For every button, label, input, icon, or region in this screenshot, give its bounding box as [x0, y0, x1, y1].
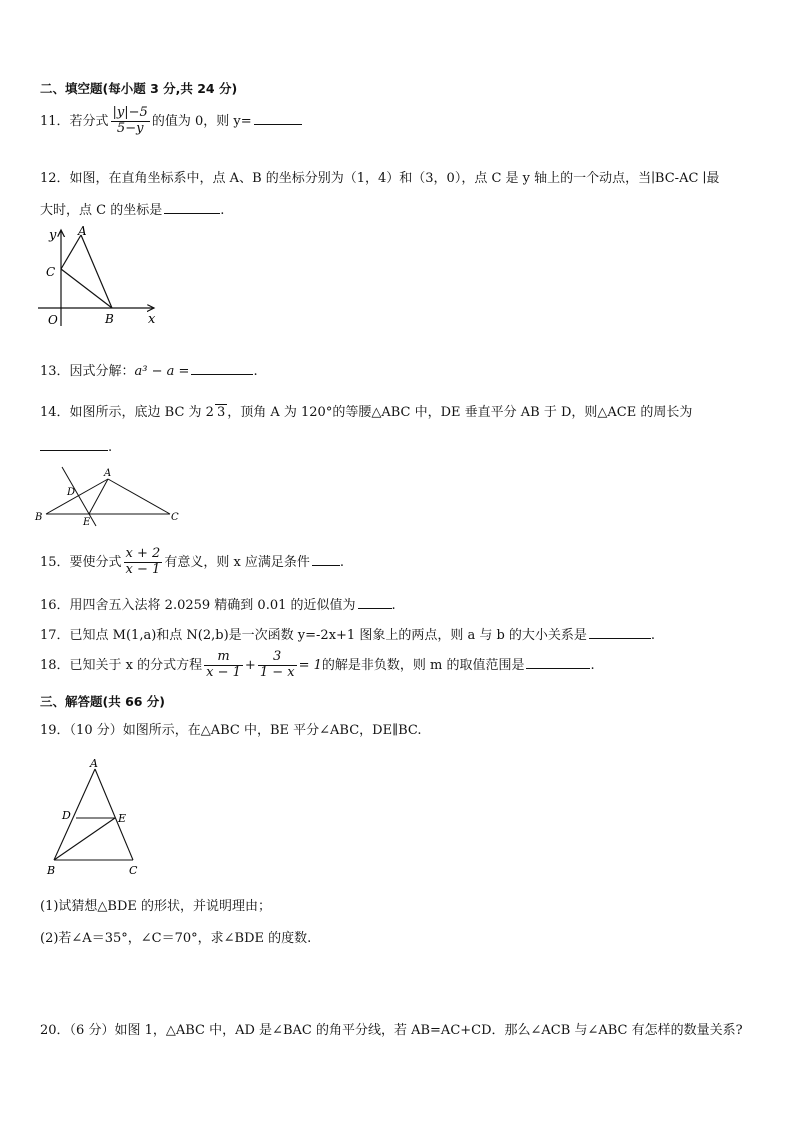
label-c: C — [46, 265, 56, 279]
segment-ab — [81, 235, 112, 308]
q17-answer-blank[interactable] — [589, 626, 651, 639]
q17-text: 17．已知点 M(1,a)和点 N(2,b)是一次函数 y=-2x+1 图象上的两点，则 a 与 b 的大小关系是 — [40, 628, 587, 643]
q13-expression: a³ − a = — [134, 364, 190, 379]
label-c: C — [171, 512, 179, 523]
q16-text: 16．用四舍五入法将 2.0259 精确到 0.01 的近似值为 — [40, 598, 356, 613]
question-19-part1: (1)试猜想△BDE 的形状，并说明理由； — [40, 899, 272, 914]
question-18 — [40, 650, 595, 681]
q14-end: . — [108, 440, 113, 455]
q14-sqrt: 3 — [216, 405, 226, 420]
q18-denominator-1: x − 1 — [206, 664, 241, 680]
q12-line2-text: 大时，点 C 的坐标是 — [40, 203, 163, 218]
question-15 — [40, 547, 344, 578]
q18-fraction-2 — [258, 650, 297, 681]
label-c: C — [129, 864, 138, 877]
label-b: B — [47, 864, 56, 877]
q11-denominator: 5−y — [116, 120, 144, 136]
q13-end: . — [253, 364, 258, 379]
q15-numerator: x + 2 — [125, 546, 161, 561]
q12-end: . — [220, 203, 225, 218]
q13-prefix: 13．因式分解： — [40, 364, 135, 379]
q14-text-b: ，顶角 A 为 120°的等腰△ABC 中，DE 垂直平分 AB 于 D，则△ACE 的周长为 — [227, 405, 693, 420]
question-11 — [40, 106, 302, 137]
question-12-line2 — [40, 199, 224, 218]
question-13 — [40, 360, 258, 379]
q16-end: . — [391, 598, 396, 613]
question-19: 19．（10 分）如图所示，在△ABC 中，BE 平分∠ABC，DE∥BC. — [40, 723, 422, 738]
q12-coordinate-figure — [34, 222, 164, 330]
q14-triangle-figure — [34, 464, 184, 528]
q18-fraction-1 — [204, 650, 243, 681]
label-d: D — [62, 809, 71, 822]
q18-plus: + — [244, 657, 256, 673]
q11-answer-blank[interactable] — [254, 112, 302, 125]
q11-prefix: 11．若分式 — [40, 113, 109, 129]
label-a: A — [90, 757, 98, 770]
q15-prefix: 15．要使分式 — [40, 554, 122, 570]
q18-answer-blank[interactable] — [526, 656, 590, 669]
question-14-line1 — [40, 401, 692, 420]
q15-end: . — [339, 554, 345, 570]
question-16 — [40, 594, 396, 613]
question-20: 20．（6 分）如图 1，△ABC 中，AD 是∠BAC 的角平分线，若 AB=AC+CD．那么∠ACB 与∠ABC 有怎样的数量关系? — [40, 1023, 743, 1038]
segment-ca — [61, 235, 81, 269]
question-19-part2: (2)若∠A＝35°，∠C＝70°，求∠BDE 的度数. — [40, 931, 312, 946]
q18-suffix: 的解是非负数，则 m 的取值范围是 — [321, 657, 525, 673]
q12-answer-blank[interactable] — [164, 201, 220, 214]
label-a: A — [104, 468, 112, 479]
question-17 — [40, 624, 655, 643]
segment-ac — [95, 769, 133, 860]
q18-numerator-2: 3 — [258, 650, 297, 666]
q18-equals: = 1 — [298, 657, 322, 673]
label-e: E — [118, 812, 127, 825]
label-d: D — [67, 487, 76, 498]
segment-ac — [108, 479, 170, 514]
q11-suffix: 的值为 0，则 y= — [151, 113, 252, 129]
label-y: y — [49, 228, 57, 243]
label-x: x — [148, 312, 156, 327]
q15-denominator: x − 1 — [125, 561, 161, 577]
question-12-line1: 12．如图，在直角坐标系中，点 A、B 的坐标分别为（1，4）和（3，0），点 C 是 y 轴上的一个动点，当∣BC-AC ∣最 — [40, 171, 720, 186]
question-14-line2 — [40, 438, 112, 455]
q14-answer-blank[interactable] — [40, 438, 108, 451]
q15-suffix: 有意义，则 x 应满足条件 — [164, 554, 310, 570]
section-title-solutions: 三、解答题(共 66 分) — [40, 694, 166, 709]
q15-fraction — [124, 547, 163, 578]
label-b: B — [105, 312, 114, 326]
q11-fraction — [111, 106, 150, 137]
q14-text-a: 14．如图所示，底边 BC 为 2 — [40, 405, 214, 420]
q18-numerator-1: m — [204, 650, 243, 666]
q18-denominator-2: 1 − x — [259, 664, 295, 680]
q18-prefix: 18．已知关于 x 的分式方程 — [40, 657, 203, 673]
label-e: E — [83, 517, 91, 528]
label-b: B — [35, 512, 43, 523]
q19-triangle-figure — [40, 756, 150, 878]
q17-end: . — [650, 628, 656, 643]
section-title-fill-in: 二、填空题(每小题 3 分,共 24 分) — [40, 81, 238, 96]
label-a: A — [78, 224, 87, 238]
q15-answer-blank[interactable] — [312, 553, 340, 566]
q16-answer-blank[interactable] — [358, 596, 392, 609]
label-o: O — [48, 313, 58, 327]
q13-answer-blank[interactable] — [191, 362, 253, 375]
q11-numerator: |y|−5 — [112, 105, 148, 120]
q18-end: . — [590, 657, 595, 673]
